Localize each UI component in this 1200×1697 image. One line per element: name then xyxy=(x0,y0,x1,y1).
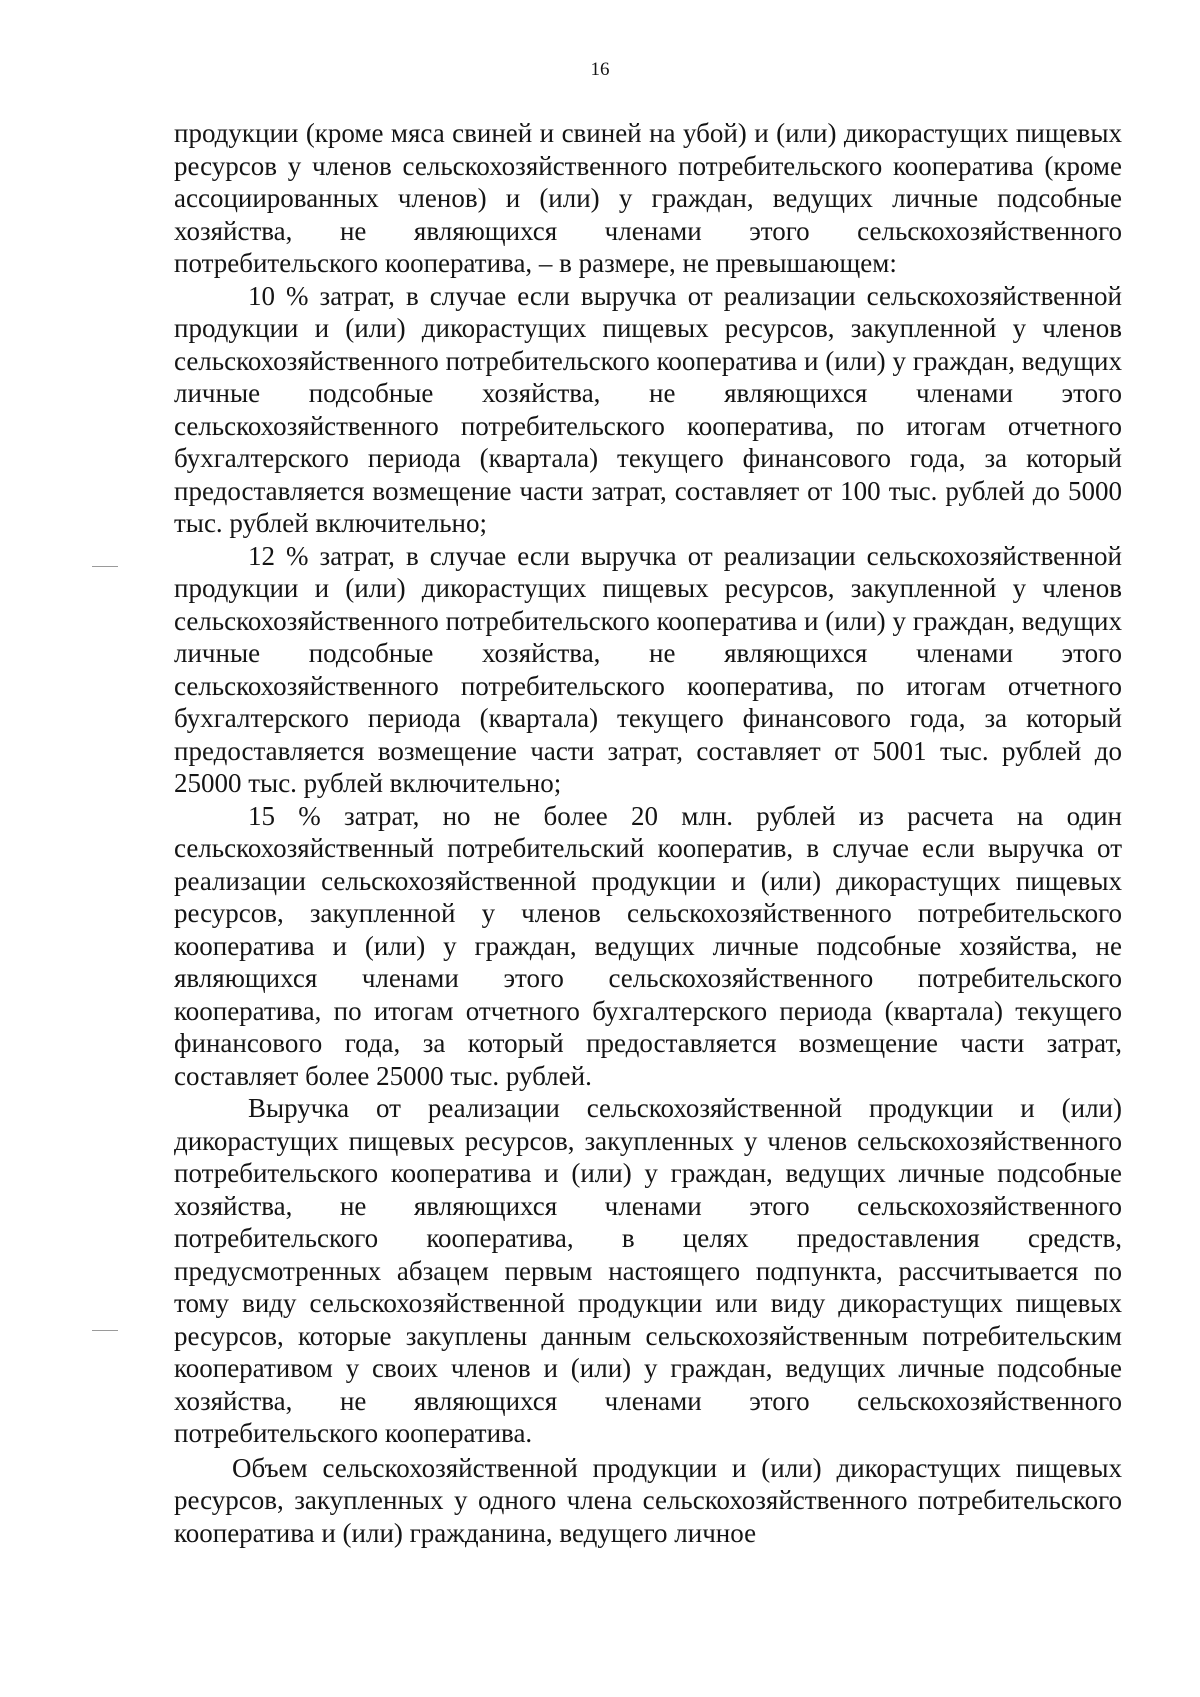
paragraph-rate-12: 12 % затрат, в случае если выручка от реализации сельскохозяйственной продукции и (или) дикорастущих пищевых ресурсов, закупленной у членов сельскохозяйственного потребительского кооператива и (или) у граждан, ведущих личные подсобные хозяйства, не являющихся членами этого сельскохозяйственного потребительского кооператива, по итогам отчетного бухгалтерского периода (квартала) текущего финансового года, за который предоставляется возмещение части затрат, составляет от 5001 тыс. рублей до 25000 тыс. рублей включительно; xyxy=(174,540,1122,798)
paragraph-volume: Объем сельскохозяйственной продукции и (или) дикорастущих пищевых ресурсов, закупленных у одного члена сельскохозяйственного потребительского кооператива и (или) гражданина, ведущего личное xyxy=(174,1452,1122,1548)
paragraph-continuation: продукции (кроме мяса свиней и свиней на убой) и (или) дикорастущих пищевых ресурсов у членов сельскохозяйственного потребительского кооператива (кроме ассоциированных членов) и (или) у граждан, ведущих личные подсобные хозяйства, не являющихся членами этого сельскохозяйственного потребительского кооператива, – в размере, не превышающем: xyxy=(174,118,1122,278)
paragraph-revenue: Выручка от реализации сельскохозяйственной продукции и (или) дикорастущих пищевых ресурсов, закупленных у членов сельскохозяйственного потребительского кооператива и (или) у граждан, ведущих личные подсобные хозяйства, не являющихся членами этого сельскохозяйственного потребительского кооператива, в целях предоставления средств, предусмотренных абзацем первым настоящего подпункта, рассчитывается по тому виду сельскохозяйственной продукции или виду дикорастущих пищевых ресурсов, которые закуплены данным сельскохозяйственным потребительским кооперативом у своих членов и (или) у граждан, ведущих личные подсобные хозяйства, не являющихся членами этого сельскохозяйственного потребительского кооператива. xyxy=(174,1093,1122,1448)
scan-margin-mark xyxy=(92,1330,118,1331)
page-number: 16 xyxy=(590,59,610,80)
paragraph-rate-10: 10 % затрат, в случае если выручка от реализации сельскохозяйственной продукции и (или) дикорастущих пищевых ресурсов, закупленной у членов сельскохозяйственного потребительского кооператива и (или) у граждан, ведущих личные подсобные хозяйства, не являющихся членами этого сельскохозяйственного потребительского кооператива, по итогам отчетного бухгалтерского периода (квартала) текущего финансового года, за который предоставляется возмещение части затрат, составляет от 100 тыс. рублей до 5000 тыс. рублей включительно; xyxy=(174,280,1122,538)
paragraph-rate-15: 15 % затрат, но не более 20 млн. рублей из расчета на один сельскохозяйственный потребительский кооператив, в случае если выручка от реализации сельскохозяйственной продукции и (или) дикорастущих пищевых ресурсов, закупленной у членов сельскохозяйственного потребительского кооператива и (или) у граждан, ведущих личные подсобные хозяйства, не являющихся членами этого сельскохозяйственного потребительского кооператива, по итогам отчетного бухгалтерского периода (квартала) текущего финансового года, за который предоставляется возмещение части затрат, составляет более 25000 тыс. рублей. xyxy=(174,800,1122,1091)
document-body xyxy=(174,117,1122,1549)
scan-margin-mark xyxy=(92,566,118,567)
